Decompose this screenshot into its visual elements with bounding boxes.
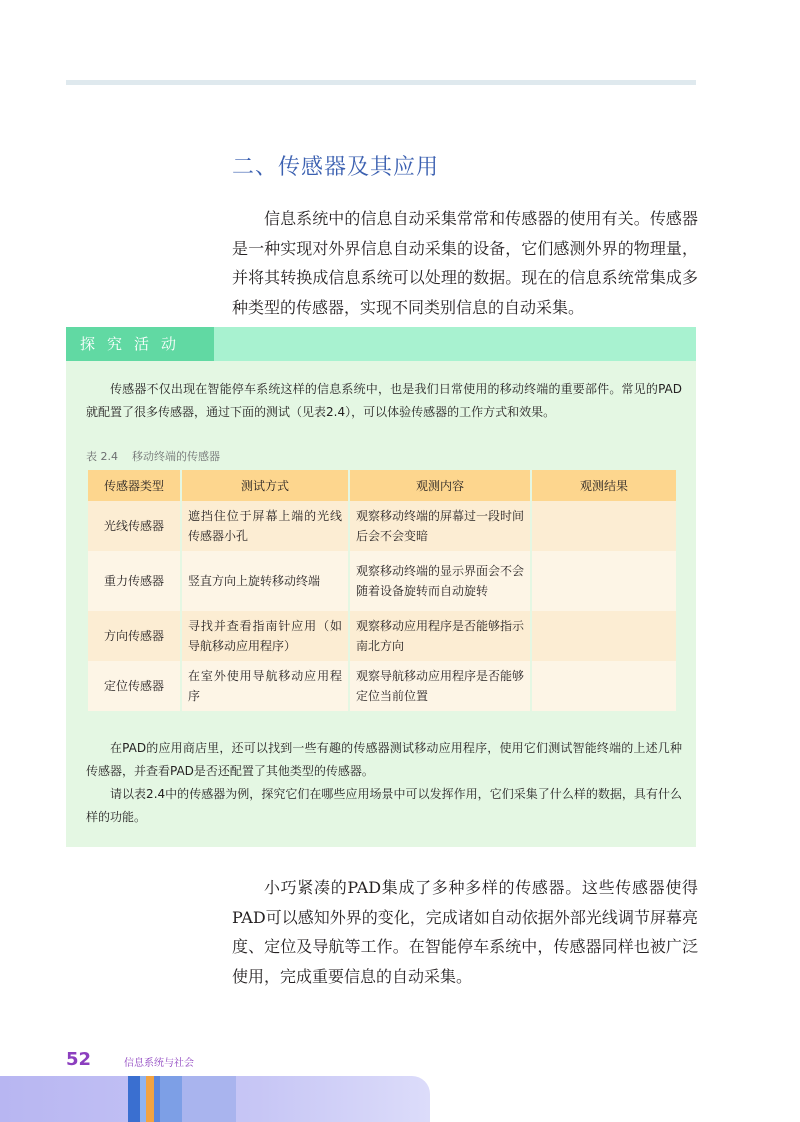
sensor-table xyxy=(86,470,678,711)
col-header-result: 观测结果 xyxy=(532,470,676,501)
col-header-type: 传感器类型 xyxy=(88,470,180,501)
page-number: 52 xyxy=(66,1049,92,1070)
activity-header-label: 探究活动 xyxy=(66,327,214,361)
table-row xyxy=(88,501,676,551)
cell-type: 重力传感器 xyxy=(88,551,180,611)
cell-result xyxy=(532,661,676,711)
cell-type: 方向传感器 xyxy=(88,611,180,661)
activity-header-bar xyxy=(66,327,696,361)
footer-stripe xyxy=(146,1076,154,1122)
table-caption-title: 移动终端的传感器 xyxy=(132,450,220,463)
footer-stripe xyxy=(160,1076,182,1122)
cell-type: 光线传感器 xyxy=(88,501,180,551)
cell-observe: 观察导航移动应用程序是否能够定位当前位置 xyxy=(350,661,530,711)
footer-stripe xyxy=(128,1076,140,1122)
activity-intro: 传感器不仅出现在智能停车系统这样的信息系统中，也是我们日常使用的移动终端的重要部件。常见的PAD就配置了很多传感器，通过下面的测试（见表2.4），可以体验传感器的工作方式和效果。 xyxy=(86,382,682,419)
activity-followup-1: 在PAD的应用商店里，还可以找到一些有趣的传感器测试移动应用程序，使用它们测试智能终端的上述几种传感器，并查看PAD是否还配置了其他类型的传感器。 xyxy=(86,741,682,778)
col-header-method: 测试方式 xyxy=(182,470,348,501)
cell-result xyxy=(532,611,676,661)
cell-observe: 观察移动终端的显示界面会不会随着设备旋转而自动旋转 xyxy=(350,551,530,611)
header-rule xyxy=(66,80,696,85)
footer-decoration xyxy=(0,1076,430,1122)
activity-followup-2: 请以表2.4中的传感器为例，探究它们在哪些应用场景中可以发挥作用，它们采集了什么样的数据，具有什么样的功能。 xyxy=(86,787,682,824)
table-caption xyxy=(86,448,234,464)
table-header-row xyxy=(88,470,676,501)
cell-result xyxy=(532,551,676,611)
section-title: 二、传感器及其应用 xyxy=(232,155,440,180)
cell-method: 在室外使用导航移动应用程序 xyxy=(182,661,348,711)
cell-method: 竖直方向上旋转移动终端 xyxy=(182,551,348,611)
table-caption-number: 表 2.4 xyxy=(86,450,118,463)
book-title: 信息系统与社会 xyxy=(124,1058,194,1069)
cell-type: 定位传感器 xyxy=(88,661,180,711)
inquiry-activity-box xyxy=(66,327,696,847)
col-header-observe: 观测内容 xyxy=(350,470,530,501)
cell-result xyxy=(532,501,676,551)
cell-observe: 观察移动应用程序是否能够指示南北方向 xyxy=(350,611,530,661)
cell-method: 寻找并查看指南针应用（如导航移动应用程序） xyxy=(182,611,348,661)
table-row xyxy=(88,551,676,611)
cell-method: 遮挡住位于屏幕上端的光线传感器小孔 xyxy=(182,501,348,551)
cell-observe: 观察移动终端的屏幕过一段时间后会不会变暗 xyxy=(350,501,530,551)
footer-stripe xyxy=(182,1076,236,1122)
table-row xyxy=(88,661,676,711)
closing-paragraph: 小巧紧凑的PAD集成了多种多样的传感器。这些传感器使得PAD可以感知外界的变化，完成诸如自动依据外部光线调节屏幕亮度、定位及导航等工作。在智能停车系统中，传感器同样也被广泛使用，完成重要信息的自动采集。 xyxy=(232,878,698,986)
table-row xyxy=(88,611,676,661)
intro-paragraph: 信息系统中的信息自动采集常常和传感器的使用有关。传感器是一种实现对外界信息自动采集的设备，它们感测外界的物理量，并将其转换成信息系统可以处理的数据。现在的信息系统常集成多种类型的传感器，实现不同类别信息的自动采集。 xyxy=(232,209,698,317)
